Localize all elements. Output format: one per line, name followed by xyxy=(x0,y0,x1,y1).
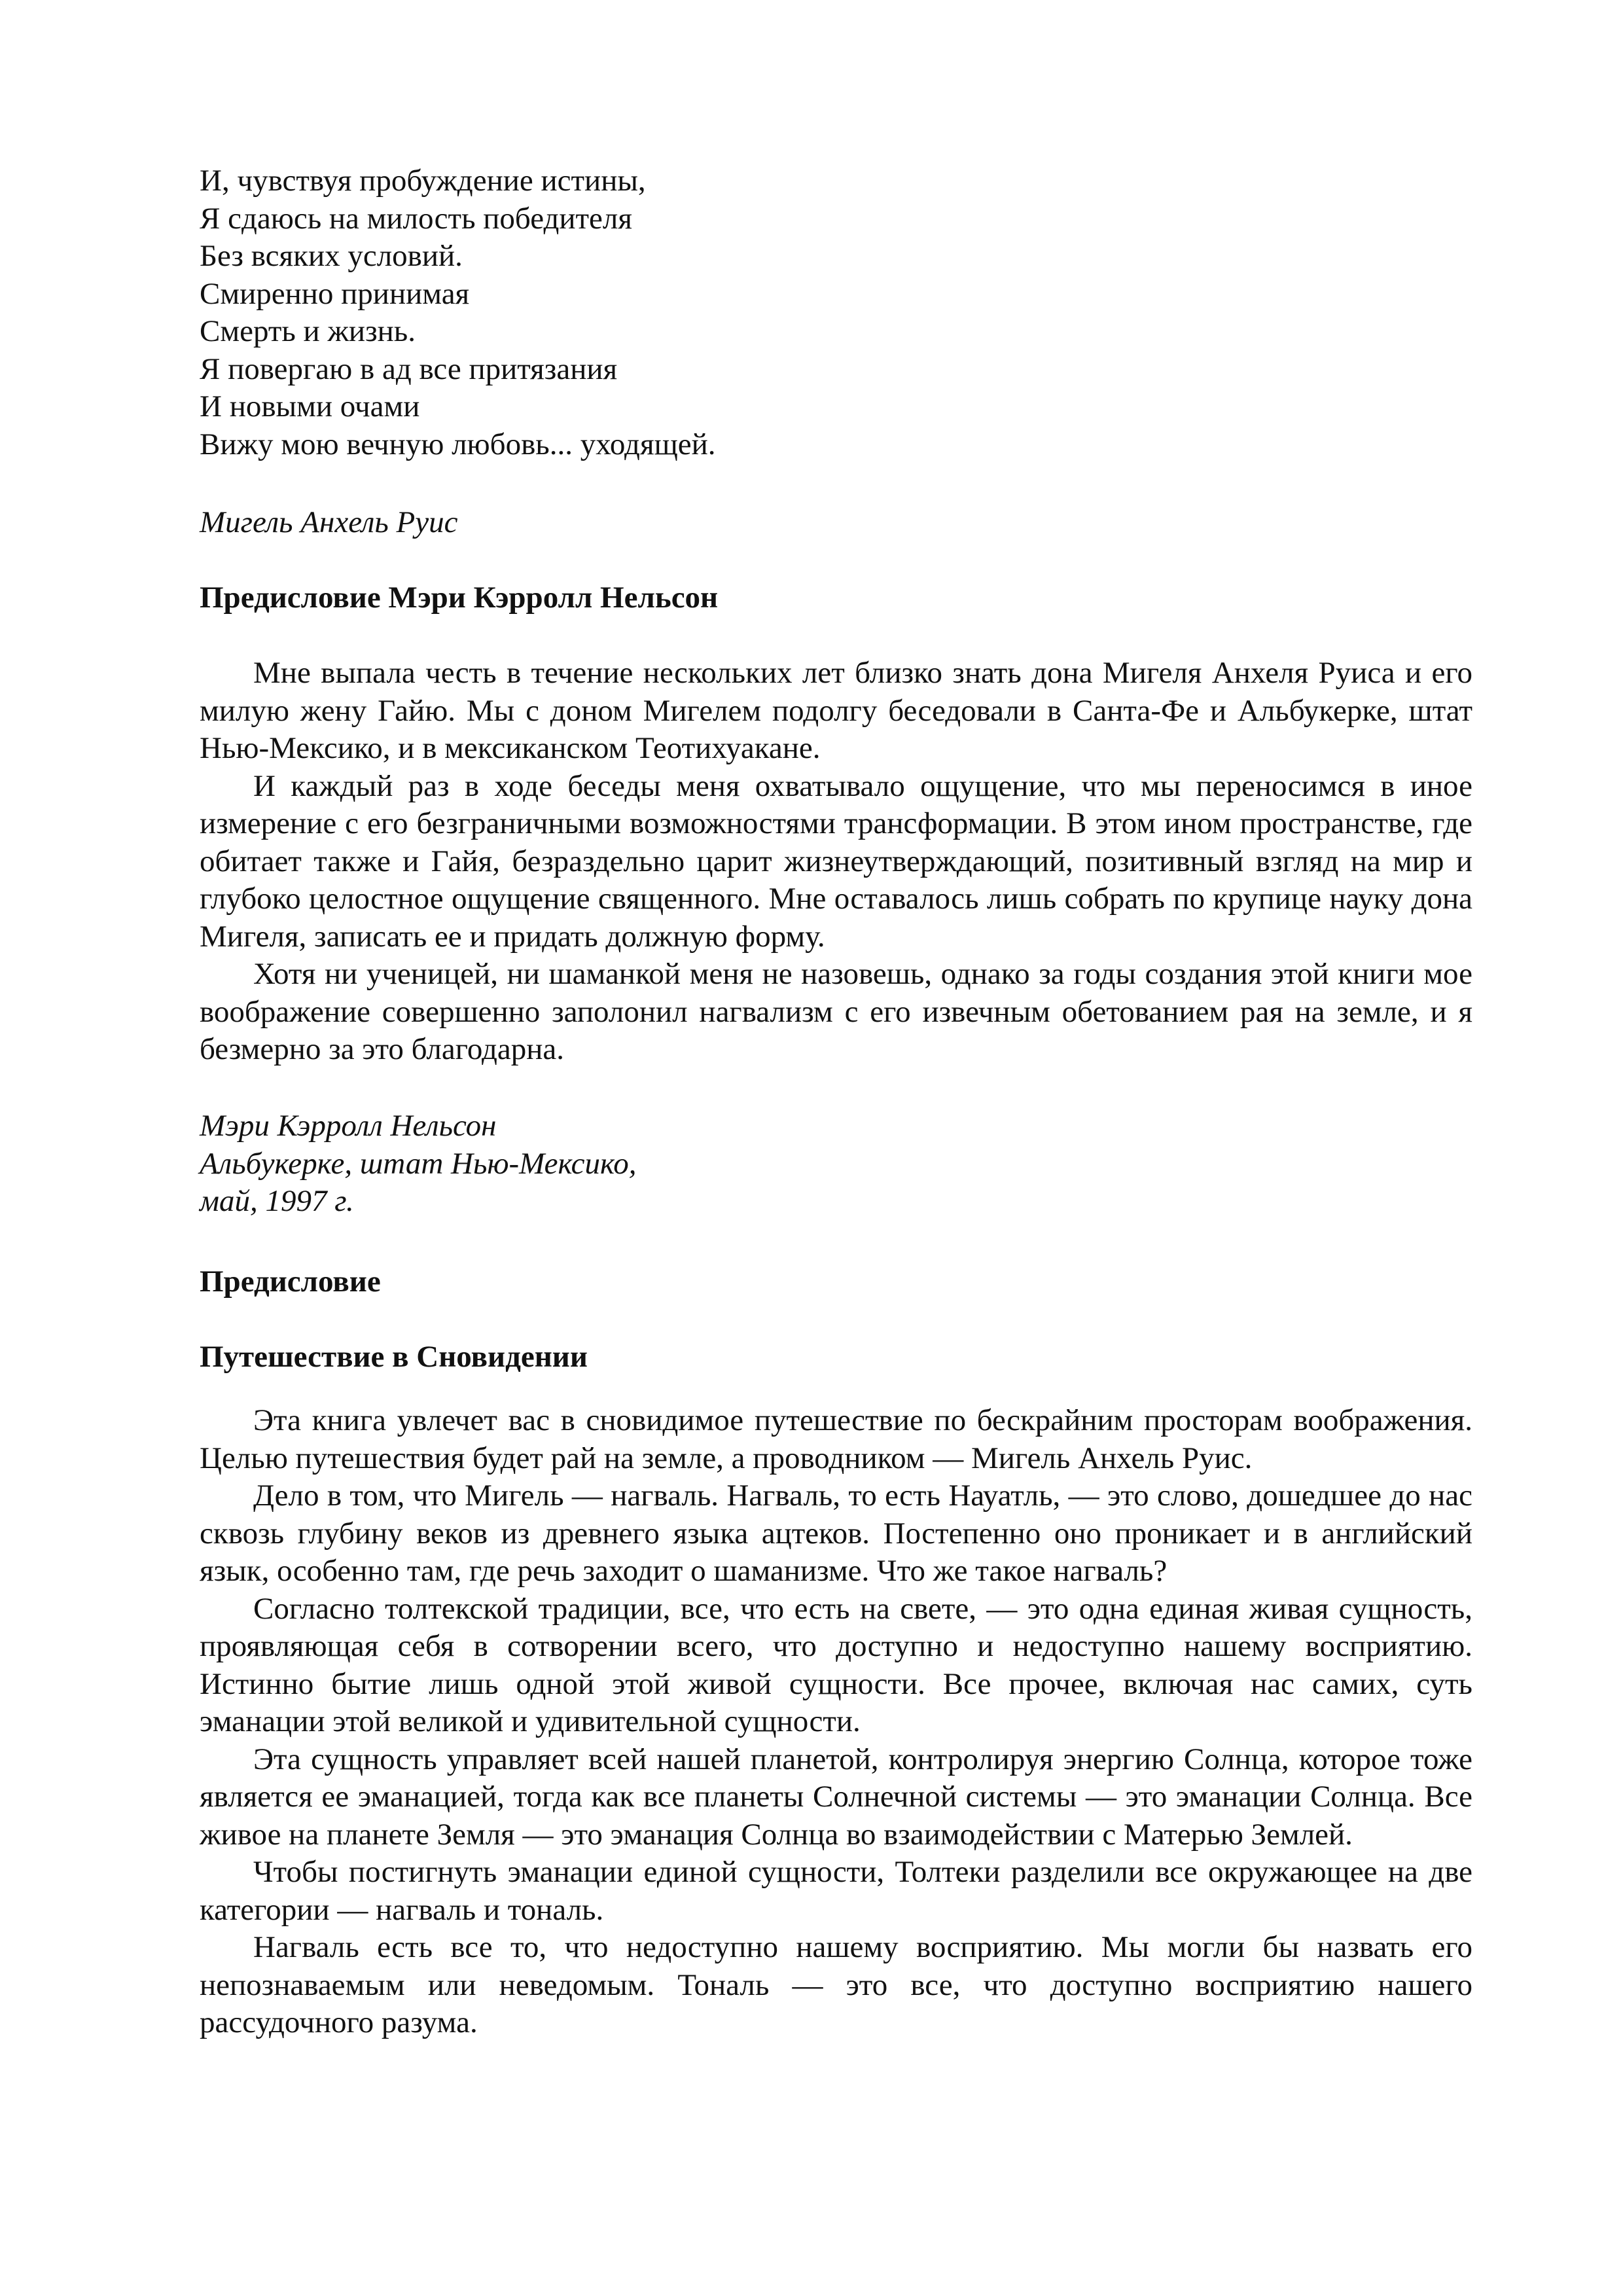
paragraph: Нагваль есть все то, что недоступно нашему восприятию. Мы могли бы назвать его непознаваемым или неведомым. Тональ — это все, что доступно восприятию нашего рассудочного разума. xyxy=(200,1930,1472,2039)
paragraph: Чтобы постигнуть эманации единой сущности, Толтеки разделили все окружающее на две категории — нагваль и тональ. xyxy=(200,1855,1472,1927)
poem xyxy=(200,162,1472,463)
poem-author: Мигель Анхель Руис xyxy=(200,505,458,539)
paragraph: Эта сущность управляет всей нашей планетой, контролируя энергию Солнца, которое тоже является ее эманацией, тогда как все планеты Солнечной системы — это эманации Солнца. Все живое на планете Земля — это эманация Солнца во взаимодействии с Матерью Землей. xyxy=(200,1742,1472,1852)
poem-line: Смерть и жизнь. xyxy=(200,314,416,348)
foreword-nelson-body xyxy=(200,655,1472,1069)
poem-line: Вижу мою вечную любовь... уходящей. xyxy=(200,427,716,461)
poem-line: Я повергаю в ад все притязания xyxy=(200,351,618,386)
signature-date: май, 1997 г. xyxy=(200,1184,354,1218)
poem-line: И новыми очами xyxy=(200,389,420,423)
signature-place: Альбукерке, штат Нью-Мексико, xyxy=(200,1146,637,1181)
preface-heading: Предисловие xyxy=(200,1265,381,1299)
foreword-nelson-heading: Предисловие Мэри Кэрролл Нельсон xyxy=(200,581,719,615)
poem-line: Смиренно принимая xyxy=(200,276,470,311)
poem-line: Без всяких условий. xyxy=(200,239,463,273)
paragraph: Мне выпала честь в течение нескольких лет близко знать дона Мигеля Анхеля Руиса и его милую жену Гайю. Мы с доном Мигелем подолгу беседовали в Санта-Фе и Альбукерке, штат Нью-Мексико, и в мексиканском Теотихуакане. xyxy=(200,656,1472,765)
paragraph: Эта книга увлечет вас в сновидимое путешествие по бескрайним просторам воображения. Целью путешествия будет рай на земле, а проводником — Мигель Анхель Руис. xyxy=(200,1403,1472,1475)
preface-subheading: Путешествие в Сновидении xyxy=(200,1340,588,1374)
paragraph: Дело в том, что Мигель — нагваль. Нагваль, то есть Науатль, — это слово, дошедшее до нас сквозь глубину веков из древнего языка ацтеков. Постепенно оно проникает и в английский язык, особенно там, где речь заходит о шаманизме. Что же такое нагваль? xyxy=(200,1479,1472,1588)
preface-body xyxy=(200,1402,1472,2042)
signature-name: Мэри Кэрролл Нельсон xyxy=(200,1109,497,1143)
poem-line: Я сдаюсь на милость победителя xyxy=(200,201,632,236)
foreword-nelson-signature xyxy=(200,1107,636,1221)
poem-line: И, чувствуя пробуждение истины, xyxy=(200,164,646,198)
paragraph: И каждый раз в ходе беседы меня охватывало ощущение, что мы переносимся в иное измерение с его безграничными возможностями трансформации. В этом ином пространстве, где обитает также и Гайя, безраздельно царит жизнеутверждающий, позитивный взгляд на мир и глубоко целостное ощущение священного. Мне оставалось лишь собрать по крупице науку дона Мигеля, записать ее и придать должную форму. xyxy=(200,768,1472,954)
paragraph: Согласно толтекской традиции, все, что есть на свете, — это одна единая живая сущность, проявляющая себя в сотворении всего, что доступно и недоступно нашему восприятию. Истинно бытие лишь одной этой живой сущности. Все прочее, включая нас самих, суть эманации этой великой и удивительной сущности. xyxy=(200,1591,1472,1738)
paragraph: Хотя ни ученицей, ни шаманкой меня не назовешь, однако за годы создания этой книги мое воображение совершенно заполонил нагвализм с его извечным обетованием рая на земле, и я безмерно за это благодарна. xyxy=(200,957,1472,1066)
